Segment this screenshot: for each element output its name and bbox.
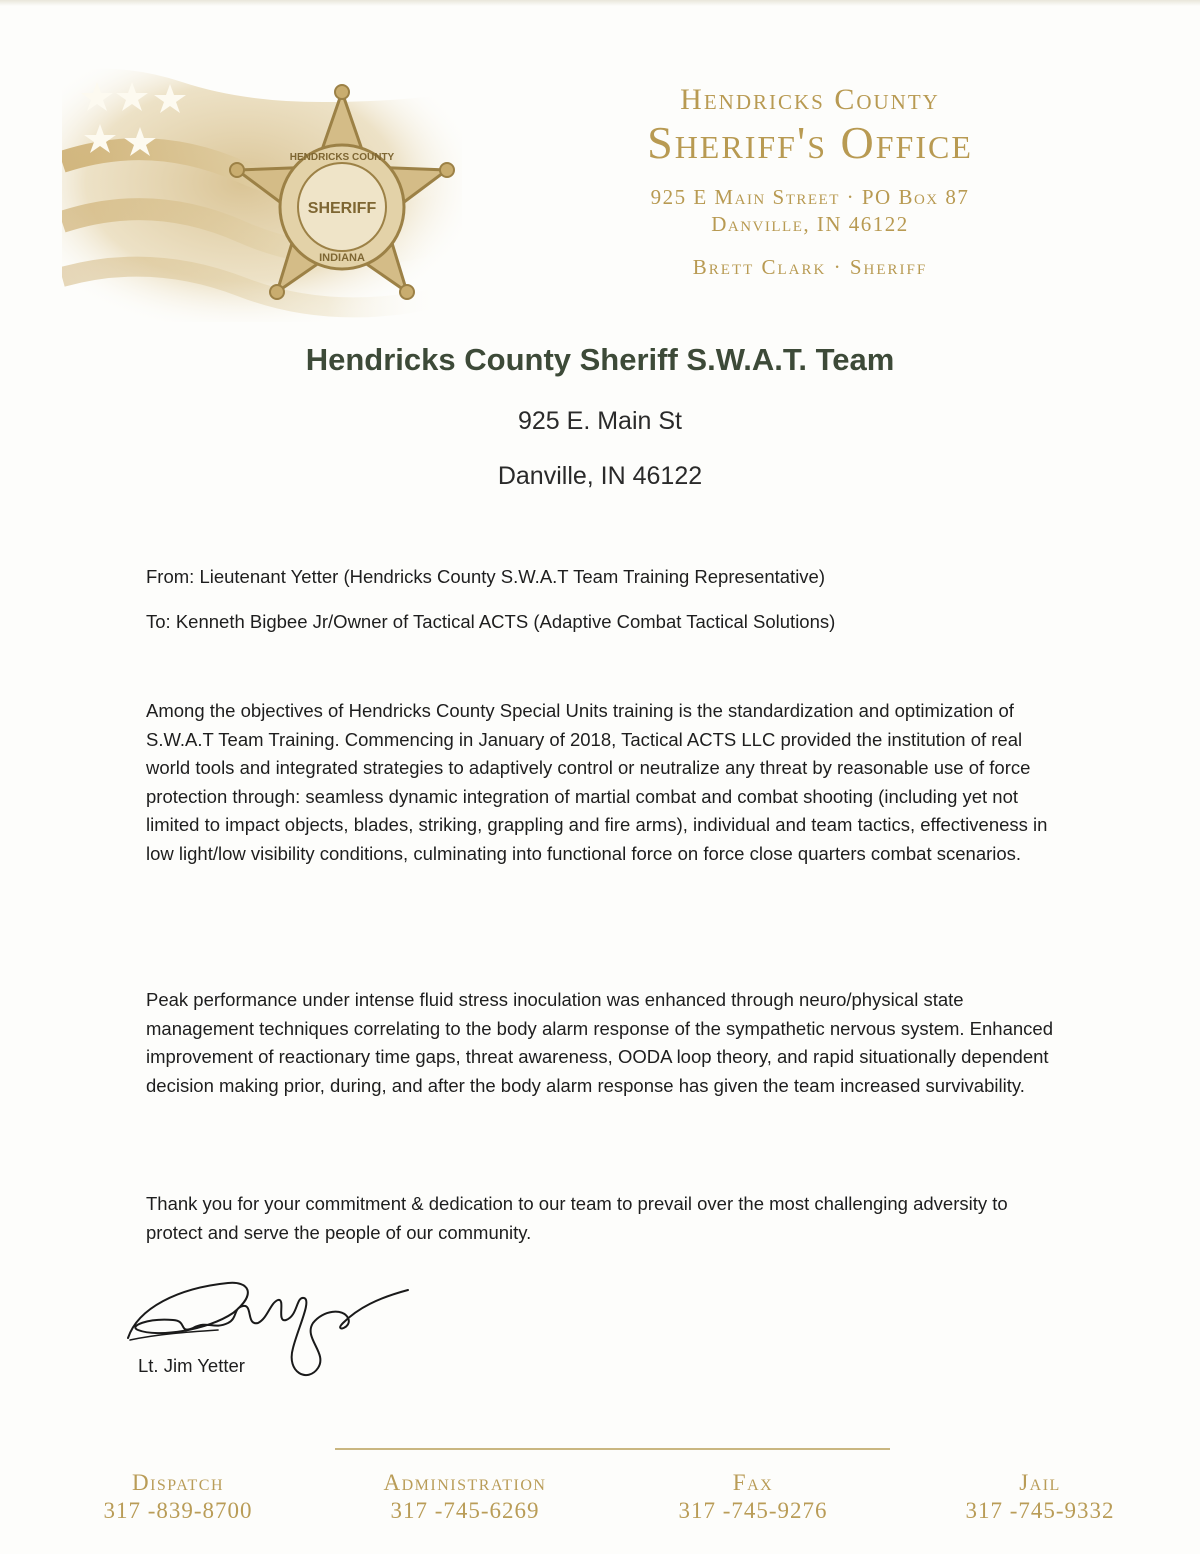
- team-city: Danville, IN 46122: [497, 462, 703, 490]
- contact-administration: [345, 1470, 585, 1526]
- contact-administration-label: Administration: [383, 1470, 547, 1495]
- letterhead-sheriff: Brett Clark · Sheriff: [692, 255, 928, 279]
- team-title: Hendricks County Sheriff S.W.A.T. Team: [305, 342, 895, 377]
- contact-jail-label: Jail: [1019, 1470, 1061, 1495]
- contact-jail-phone: 317 -745-9332: [965, 1498, 1115, 1523]
- badge-center-text: SHERIFF: [307, 200, 377, 217]
- signatory-name: Lt. Jim Yetter: [138, 1355, 245, 1376]
- memo-to: To: Kenneth Bigbee Jr/Owner of Tactical ACTS (Adaptive Combat Tactical Solutions): [146, 611, 836, 632]
- letterhead-organization: [560, 80, 1060, 280]
- page-top-edge: [0, 0, 1200, 6]
- memo-from: From: Lieutenant Yetter (Hendricks County S.W.A.T Team Training Representative): [146, 566, 825, 587]
- letterhead-address-line2: Danville, IN 46122: [711, 212, 909, 236]
- badge-bottom-text: INDIANA: [319, 252, 365, 264]
- body-paragraph-2: Peak performance under intense fluid stress inoculation was enhanced through neuro/physical state management techniques correlating to the body alarm response of the sympathetic nervous system. Enhanced improvement of reactionary time gaps, threat awareness, OODA loop theory, and rapid situationally dependent decision making prior, during, and after the body alarm response has given the team increased survivability.: [146, 989, 1054, 1096]
- contact-dispatch-phone: 317 -839-8700: [103, 1498, 253, 1523]
- sheriff-badge-emblem: [62, 62, 482, 322]
- contact-fax-phone: 317 -745-9276: [678, 1498, 828, 1523]
- letterhead-office: Sheriff's Office: [647, 117, 973, 168]
- contact-fax: [663, 1470, 843, 1526]
- letterhead-county: Hendricks County: [680, 83, 940, 116]
- body-paragraph-3: Thank you for your commitment & dedication to our team to prevail over the most challenging adversity to protect and serve the people of our community.: [146, 1193, 1008, 1243]
- letterhead-address-line1: 925 E Main Street · PO Box 87: [650, 185, 970, 209]
- contact-jail: [950, 1470, 1130, 1526]
- contact-fax-label: Fax: [732, 1470, 774, 1495]
- contact-dispatch: [88, 1470, 268, 1526]
- contact-administration-phone: 317 -745-6269: [390, 1498, 540, 1523]
- contact-dispatch-label: Dispatch: [131, 1470, 225, 1495]
- body-paragraph-1: Among the objectives of Hendricks County Special Units training is the standardization and optimization of S.W.A.T Team Training. Commencing in January of 2018, Tactical ACTS LLC provided the institution of real world tools and integrated strategies to adaptively control or neutralize any threat by reasonable use of force protection through: seamless dynamic integration of martial combat and combat shooting (including yet not limited to impact objects, blades, striking, grappling and fire arms), individual and team tactics, effectiveness in low light/low visibility conditions, culminating into functional force on force close quarters combat scenarios.: [146, 700, 1048, 864]
- badge-top-text: HENDRICKS COUNTY: [289, 152, 395, 163]
- team-street: 925 E. Main St: [518, 407, 682, 435]
- footer-divider: [335, 1448, 890, 1450]
